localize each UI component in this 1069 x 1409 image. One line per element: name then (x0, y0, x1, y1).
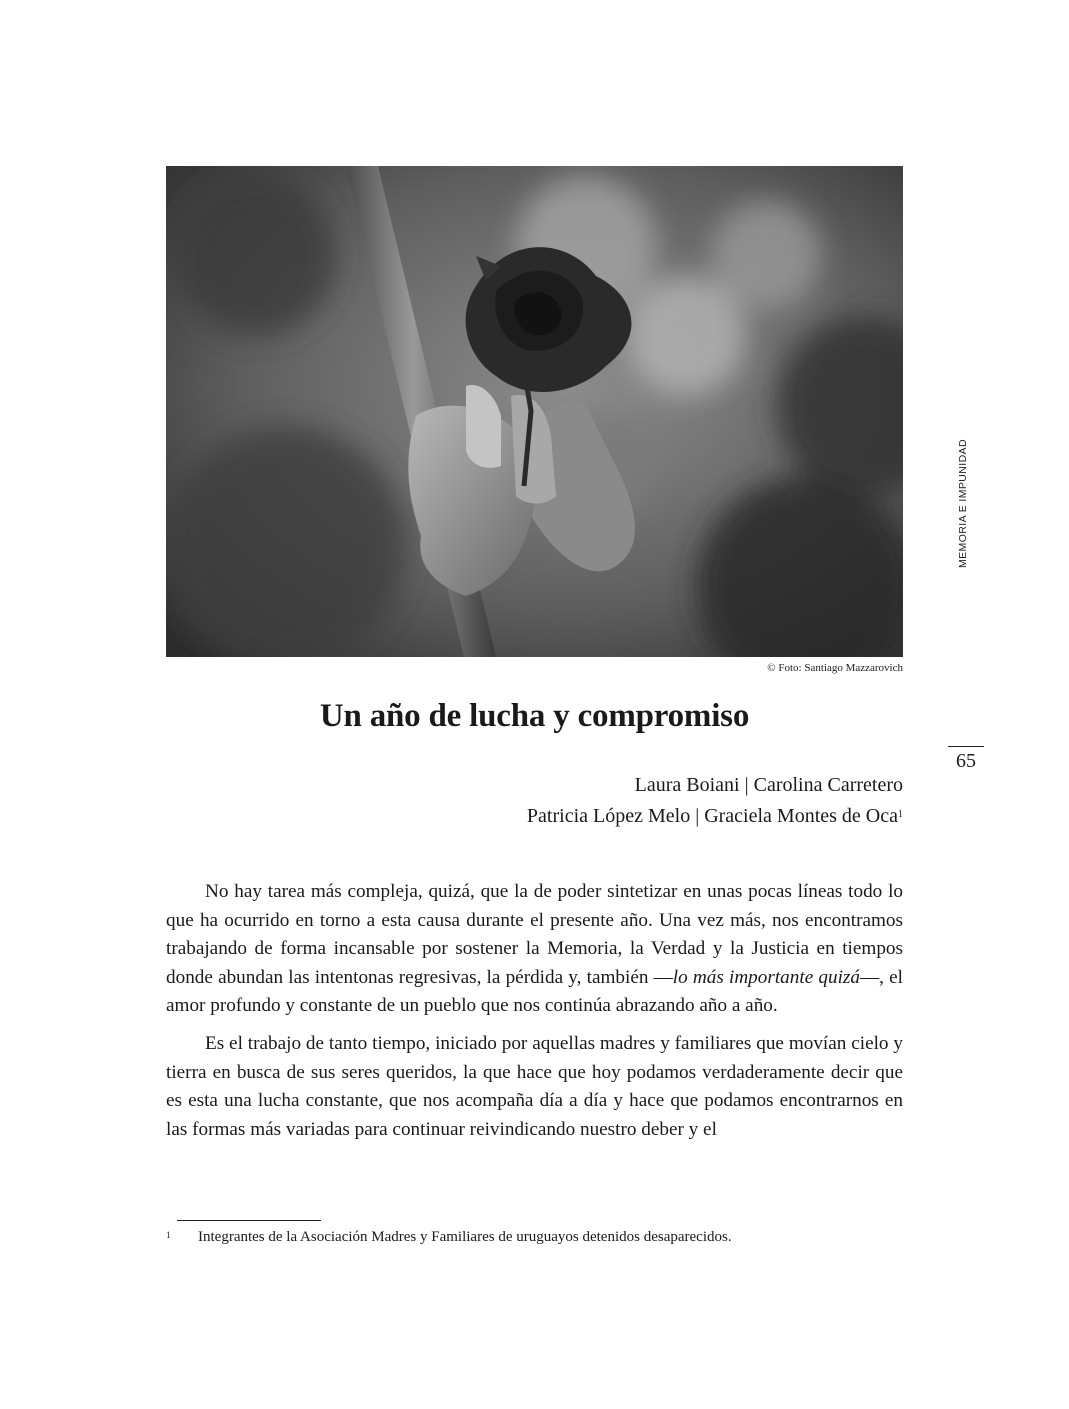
page-number-rule (948, 746, 984, 747)
article-photo (166, 166, 903, 657)
article-body (166, 878, 903, 1153)
authors-line-2-text: Patricia López Melo | Graciela Montes de Oca (526, 805, 898, 827)
footnote-divider (177, 1220, 321, 1221)
footnote-reference[interactable]: 1 (898, 809, 903, 820)
page-number: 65 (956, 750, 976, 772)
paragraph-1-text-b: —, el amor profundo y constante de un pueblo que nos continúa abrazando año a año. (166, 966, 903, 1017)
photo-credit: © Foto: Santiago Mazzarovich (767, 662, 903, 674)
paragraph-2: Es el trabajo de tanto tiempo, iniciado por aquellas madres y familiares que movían cielo y tierra en busca de sus seres queridos, la que hace que hoy podamos verdaderamente decir que es esta una lucha constante, que nos acompaña día a día y hace que podamos encontrarnos en las formas más variadas para continuar reivindicando nuestro deber y el (166, 1032, 903, 1140)
footnote-marker: 1 (166, 1230, 171, 1240)
authors-line-1: Laura Boiani | Carolina Carretero (634, 774, 903, 796)
authors-block (527, 770, 903, 832)
authors-line-2 (527, 801, 903, 832)
running-head: MEMORIA E IMPUNIDAD (957, 439, 969, 568)
paragraph-1-italic: lo más importante quizá (672, 966, 860, 988)
article-title: Un año de lucha y compromiso (319, 698, 750, 734)
footnote-text: Integrantes de la Asociación Madres y Familiares de uruguayos detenidos desaparecidos. (198, 1229, 732, 1245)
rose-photo-illustration (166, 166, 903, 657)
paragraph-1 (166, 878, 903, 1021)
paragraph-1-text-a: No hay tarea más compleja, quizá, que la de poder sintetizar en unas pocas líneas todo lo que ha ocurrido en torno a esta causa durante el presente año. Una vez más, nos encontramos trabajando de forma incansable por sostener la Memoria, la Verdad y la Justicia en tiempos donde abundan las intentonas regresivas, la pérdida y, también — (166, 881, 903, 988)
